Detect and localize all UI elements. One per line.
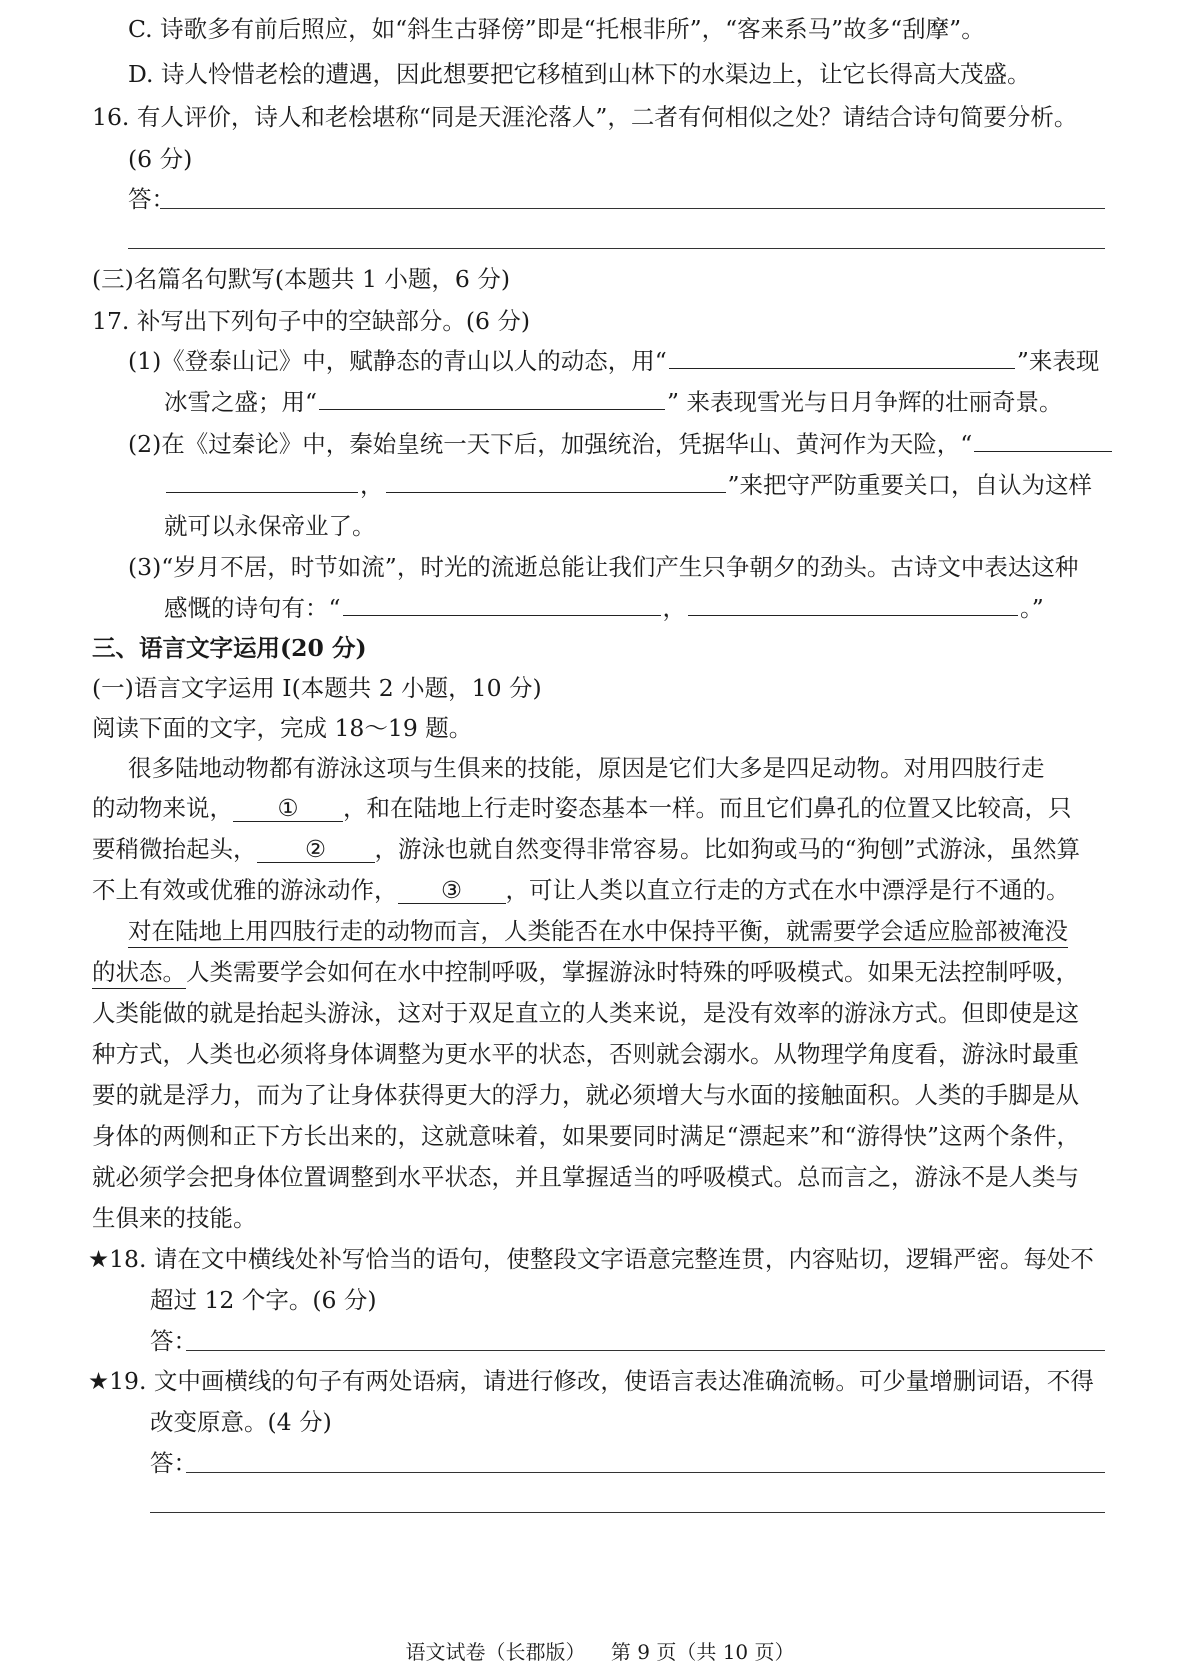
- q19-question-line-1: [88, 1367, 1094, 1395]
- q17-part1-text-a: (1)《登泰山记》中，赋静态的青山以人的动态，用“: [128, 347, 667, 375]
- q17-part2-line2: [164, 471, 1093, 499]
- q18-answer-label: 答：: [150, 1327, 197, 1355]
- passage-line-1: 很多陆地动物都有游泳这项与生俱来的技能，原因是它们大多是四足动物。对用四肢行走: [128, 754, 1045, 782]
- q17-blank-5[interactable]: [343, 614, 661, 616]
- q16-answer-label: 答：: [128, 185, 175, 213]
- passage-line-8: 种方式，人类也必须将身体调整为更水平的状态，否则就会溺水。从物理学角度看，游泳时最重: [92, 1040, 1079, 1068]
- passage-line-6: [92, 958, 1079, 986]
- passage-line-4: [92, 876, 1070, 904]
- star-icon: ★: [88, 1245, 110, 1273]
- q19-answer-label: 答：: [150, 1449, 197, 1477]
- passage-line-7: 人类能做的就是抬起头游泳，这对于双足直立的人类来说，是没有效率的游泳方式。但即使是这: [92, 999, 1079, 1027]
- q17-blank-3b[interactable]: [166, 491, 358, 493]
- passage-line-3: [92, 835, 1081, 863]
- q17-part1-line1: [128, 347, 1100, 375]
- q17-blank-3a[interactable]: [974, 450, 1112, 452]
- q19-answer-line-1[interactable]: [186, 1472, 1105, 1473]
- underlined-sentence: 对在陆地上用四肢行走的动物而言，人类能否在水中保持平衡，就需要学会适应脸部被淹没: [128, 917, 1068, 948]
- passage-text: ，游泳也就自然变得非常容易。比如狗或马的“狗刨”式游泳，虽然算: [374, 835, 1081, 863]
- q15-option-c: C. 诗歌多有前后照应，如“斜生古驿傍”即是“托根非所”，“客来系马”故多“刮摩”。: [128, 15, 985, 43]
- q19-answer-line-2[interactable]: [150, 1512, 1105, 1513]
- q18-answer-line[interactable]: [186, 1350, 1105, 1351]
- passage-text: 要稍微抬起头，: [92, 835, 257, 863]
- star-icon: ★: [88, 1367, 110, 1395]
- passage-blank-2: ②: [257, 838, 375, 863]
- part-3-heading: 三、语言文字运用(20 分): [92, 634, 367, 662]
- passage-blank-3: ③: [398, 879, 506, 904]
- passage-text: ，和在陆地上行走时姿态基本一样。而且它们鼻孔的位置又比较高，只: [343, 794, 1072, 822]
- q15-option-d: D. 诗人怜惜老桧的遭遇，因此想要把它移植到山林下的水渠边上，让它长得高大茂盛。: [128, 60, 1031, 88]
- q17-part3-text-c: ，: [662, 594, 687, 622]
- section-heading-mingpian: (三)名篇名句默写(本题共 1 小题，6 分): [92, 265, 510, 293]
- passage-line-9: 要的就是浮力，而为了让身体获得更大的浮力，就必须增大与水面的接触面积。人类的手脚是从: [92, 1081, 1079, 1109]
- q16-answer-line-2[interactable]: [128, 248, 1105, 249]
- q17-blank-2[interactable]: [319, 408, 665, 410]
- part-3-subheading: (一)语言文字运用 I(本题共 2 小题，10 分): [92, 674, 542, 702]
- passage-line-12: 生俱来的技能。: [92, 1204, 257, 1232]
- q17-part1-text-c: 冰雪之盛；用“: [164, 388, 318, 416]
- passage-line-11: 就必须学会把身体位置调整到水平状态，并且掌握适当的呼吸模式。总而言之，游泳不是人类与: [92, 1163, 1079, 1191]
- q17-part1-text-b: ”来表现: [1016, 347, 1100, 375]
- q18-question-line-1: [88, 1245, 1094, 1273]
- passage-line-10: 身体的两侧和正下方长出来的，这就意味着，如果要同时满足“漂起来”和“游得快”这两个条件，: [92, 1122, 1081, 1150]
- passage-text: 的动物来说，: [92, 794, 233, 822]
- q17-title: 17. 补写出下列句子中的空缺部分。(6 分): [92, 307, 531, 335]
- passage-line-2: [92, 794, 1072, 822]
- q17-blank-1[interactable]: [669, 367, 1015, 369]
- q17-blank-4[interactable]: [386, 491, 726, 493]
- q17-part1-line2: [164, 388, 1063, 416]
- q19-question-line-2: 改变原意。(4 分): [150, 1408, 332, 1436]
- page-footer: 语文试卷（长郡版） 第 9 页（共 10 页）: [405, 1640, 795, 1664]
- q17-part3-text-d: 。”: [1020, 594, 1044, 622]
- q16-answer-line-1[interactable]: [160, 208, 1105, 209]
- q17-part3-line1: (3)“岁月不居，时节如流”，时光的流逝总能让我们产生只争朝夕的劲头。古诗文中表达这种: [128, 553, 1079, 581]
- q17-part2-text-b: ，: [360, 471, 384, 499]
- q19-text: 19. 文中画横线的句子有两处语病，请进行修改，使语言表达准确流畅。可少量增删词语，不得: [109, 1367, 1094, 1395]
- passage-text: ，可让人类以直立行走的方式在水中漂浮是行不通的。: [505, 876, 1070, 904]
- q17-part3-line2: [164, 594, 1044, 622]
- q18-text: 18. 请在文中横线处补写恰当的语句，使整段文字语意完整连贯，内容贴切，逻辑严密。每处不: [109, 1245, 1094, 1273]
- q17-part2-line1: [128, 430, 1114, 458]
- q17-part1-text-d: ” 来表现雪光与日月争辉的壮丽奇景。: [667, 388, 1063, 416]
- q17-part2-text-c: ”来把守严防重要关口，自认为这样: [727, 471, 1093, 499]
- q18-question-line-2: 超过 12 个字。(6 分): [150, 1286, 377, 1314]
- q17-blank-6[interactable]: [688, 614, 1018, 616]
- q17-part3-text-b: 感慨的诗句有：“: [164, 594, 341, 622]
- reading-intro: 阅读下面的文字，完成 18～19 题。: [92, 714, 473, 742]
- q16-score: (6 分): [128, 145, 193, 173]
- q16-question: 16. 有人评价，诗人和老桧堪称“同是天涯沦落人”，二者有何相似之处？请结合诗句简要分析。: [92, 103, 1078, 131]
- passage-line-5: [128, 917, 1068, 945]
- q17-part2-text-a: (2)在《过秦论》中，秦始皇统一天下后，加强统治，凭据华山、黄河作为天险，“: [128, 430, 973, 458]
- q17-part2-line3: 就可以永保帝业了。: [164, 512, 376, 540]
- passage-text: 人类需要学会如何在水中控制呼吸，掌握游泳时特殊的呼吸模式。如果无法控制呼吸，: [186, 958, 1079, 986]
- passage-blank-1: ①: [233, 797, 343, 822]
- passage-text: 不上有效或优雅的游泳动作，: [92, 876, 398, 904]
- underlined-sentence-end: 的状态。: [92, 958, 186, 989]
